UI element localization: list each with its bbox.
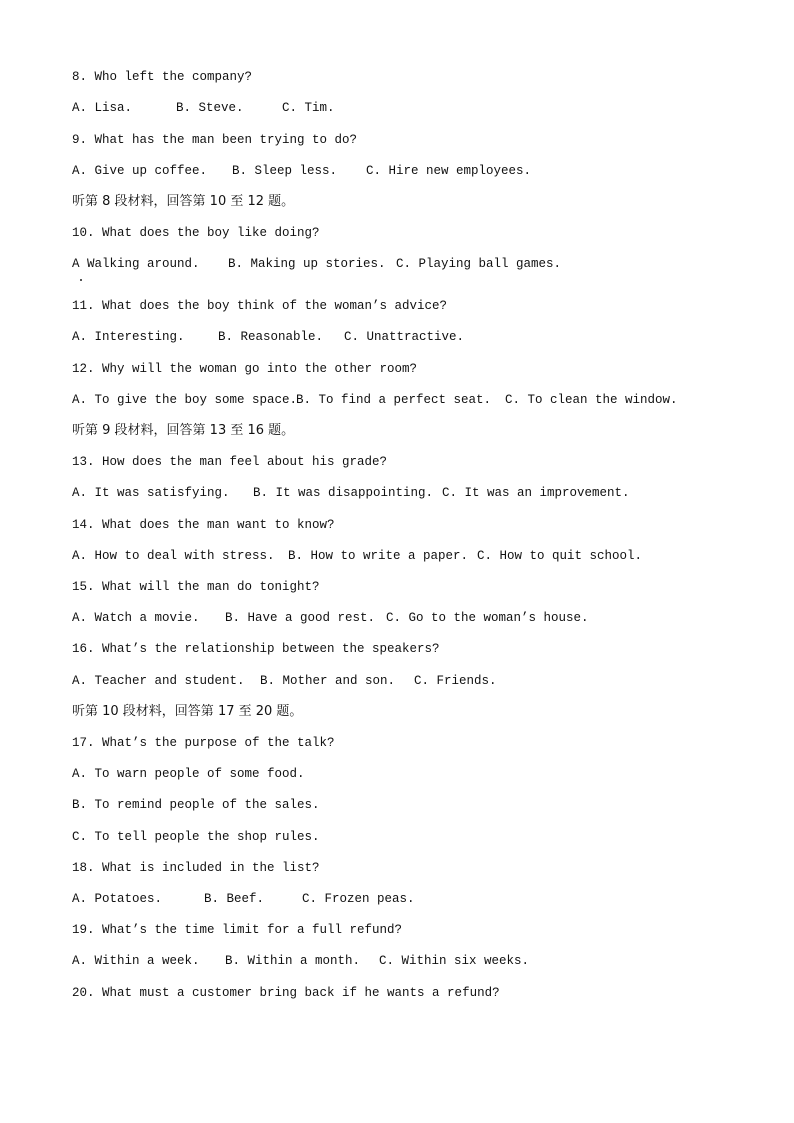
- question-text: 19. What’s the time limit for a full refund?: [72, 923, 403, 937]
- option-a: A. Within a week.: [72, 954, 200, 968]
- option-b: B. Steve.: [176, 101, 244, 115]
- section-header: 听第 9 段材料，回答第 13 至 16 题。: [72, 423, 295, 438]
- option-c: C. To clean the window.: [505, 393, 678, 407]
- option-a: A. How to deal with stress.: [72, 549, 275, 563]
- question-text: 18. What is included in the list?: [72, 861, 320, 875]
- option-c: C. Unattractive.: [344, 330, 465, 344]
- option-b: B. Reasonable.: [218, 330, 324, 344]
- option-c: C. How to quit school.: [477, 549, 643, 563]
- option-b: B. Sleep less.: [232, 164, 338, 178]
- option-a: A Walking around.: [72, 257, 200, 271]
- option-a: A. To give the boy some space.: [72, 393, 298, 407]
- option-a: A. Lisa.: [72, 101, 133, 115]
- question-text: C. To tell people the shop rules.: [72, 830, 320, 844]
- option-a: A. Interesting.: [72, 330, 185, 344]
- option-b: B. How to write a paper.: [288, 549, 469, 563]
- option-c: C. Friends.: [414, 674, 497, 688]
- option-c: C. Frozen peas.: [302, 892, 415, 906]
- option-a: A. Potatoes.: [72, 892, 163, 906]
- question-text: 13. How does the man feel about his grade?: [72, 455, 388, 469]
- option-b: B. Within a month.: [225, 954, 361, 968]
- question-text: 8. Who left the company?: [72, 70, 253, 84]
- stray-mark: [80, 279, 82, 281]
- option-c: C. Tim.: [282, 101, 335, 115]
- option-c: C. It was an improvement.: [442, 486, 630, 500]
- option-b: B. Have a good rest.: [225, 611, 376, 625]
- question-text: 11. What does the boy think of the woman’s advice?: [72, 299, 448, 313]
- option-c: C. Go to the woman’s house.: [386, 611, 589, 625]
- question-text: B. To remind people of the sales.: [72, 798, 320, 812]
- option-c: C. Playing ball games.: [396, 257, 562, 271]
- question-text: A. To warn people of some food.: [72, 767, 305, 781]
- question-text: 15. What will the man do tonight?: [72, 580, 320, 594]
- section-header: 听第 10 段材料，回答第 17 至 20 题。: [72, 704, 303, 719]
- option-c: C. Hire new employees.: [366, 164, 532, 178]
- option-c: C. Within six weeks.: [379, 954, 530, 968]
- option-b: B. It was disappointing.: [253, 486, 434, 500]
- option-b: B. Beef.: [204, 892, 265, 906]
- question-text: 20. What must a customer bring back if he wants a refund?: [72, 986, 500, 1000]
- option-b: B. Mother and son.: [260, 674, 396, 688]
- question-text: 9. What has the man been trying to do?: [72, 133, 358, 147]
- question-text: 14. What does the man want to know?: [72, 518, 335, 532]
- option-a: A. Give up coffee.: [72, 164, 208, 178]
- question-text: 10. What does the boy like doing?: [72, 226, 320, 240]
- option-a: A. Teacher and student.: [72, 674, 245, 688]
- section-header: 听第 8 段材料，回答第 10 至 12 题。: [72, 194, 295, 209]
- option-a: A. It was satisfying.: [72, 486, 230, 500]
- option-b: B. Making up stories.: [228, 257, 386, 271]
- option-b: B. To find a perfect seat.: [296, 393, 492, 407]
- question-text: 17. What’s the purpose of the talk?: [72, 736, 335, 750]
- question-text: 16. What’s the relationship between the speakers?: [72, 642, 440, 656]
- question-text: 12. Why will the woman go into the other room?: [72, 362, 418, 376]
- option-a: A. Watch a movie.: [72, 611, 200, 625]
